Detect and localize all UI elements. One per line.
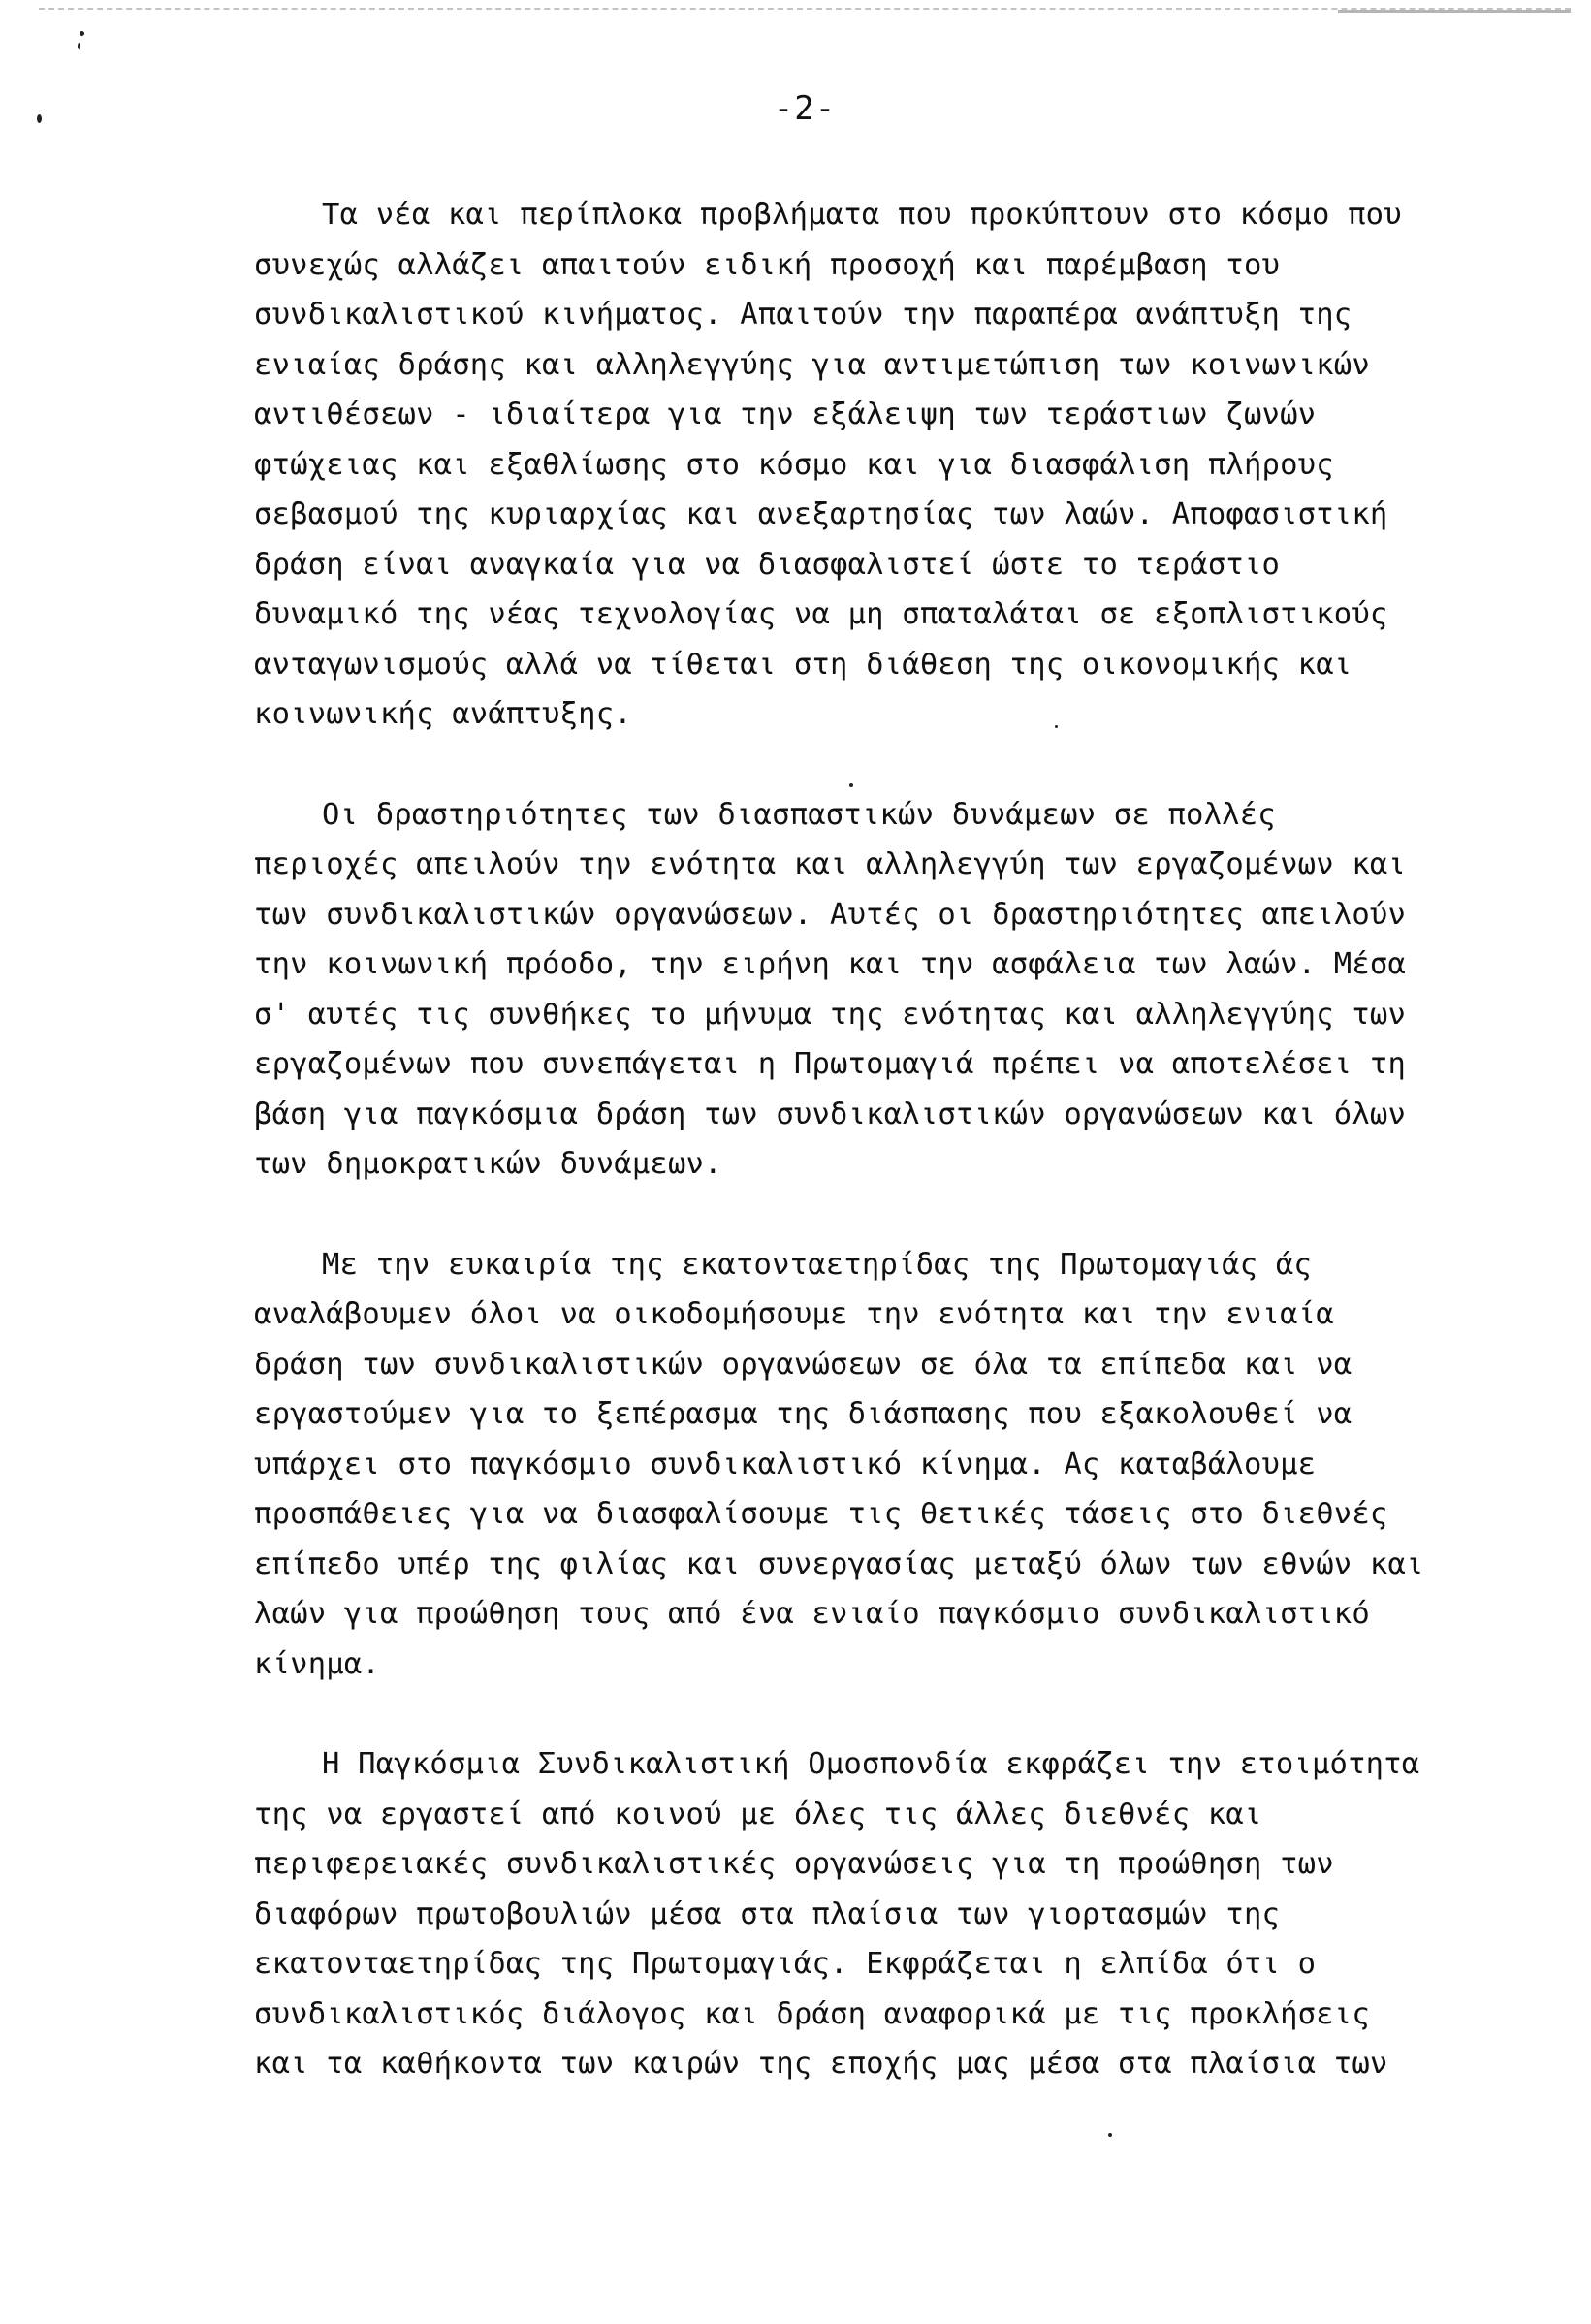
text-line: των συνδικαλιστικών οργανώσεων. Αυτές οι δραστηριότητες απειλούν (254, 897, 1407, 932)
text-line: συνδικαλιστικού κινήματος. Απαιτούν την παραπέρα ανάπτυξη της (254, 298, 1352, 332)
text-line: Οι δραστηριότητες των διασπαστικών δυνάμεων σε πολλές (322, 797, 1276, 832)
text-line: αντιθέσεων - ιδιαίτερα για την εξάλειψη των τεράστιων ζωνών (254, 398, 1317, 431)
text-line: εργαζομένων που συνεπάγεται η Πρωτομαγιά πρέπει να αποτελέσει τη (254, 1047, 1407, 1081)
text-line: Η Παγκόσμια Συνδικαλιστική Ομοσπονδία εκφράζει την ετοιμότητα (322, 1747, 1420, 1781)
text-line: ανταγωνισμούς αλλά να τίθεται στη διάθεση της οικονομικής και (254, 647, 1352, 682)
text-line: δράση είναι αναγκαία για να διασφαλιστεί ώστε το τεράστιο (254, 547, 1281, 582)
text-line: συνδικαλιστικός διάλογος και δράση αναφορικά με τις προκλήσεις (254, 1996, 1370, 2031)
text-line: κίνημα. (254, 1646, 380, 1681)
text-line: σεβασμού της κυριαρχίας και ανεξαρτησίας των λαών. Αποφασιστική (254, 497, 1388, 531)
text-line: βάση για παγκόσμια δράση των συνδικαλιστικών οργανώσεων και όλων (254, 1097, 1407, 1131)
text-line: ενιαίας δράσης και αλληλεγγύης για αντιμετώπιση των κοινωνικών (254, 347, 1370, 382)
text-line: περιφερειακές συνδικαλιστικές οργανώσεις για τη προώθηση των (254, 1847, 1334, 1881)
text-line: δυναμικό της νέας τεχνολογίας να μη σπαταλάται σε εξοπλιστικούς (254, 597, 1388, 631)
text-line: εκατονταετηρίδας της Πρωτομαγιάς. Εκφράζεται η ελπίδα ότι ο (254, 1947, 1317, 1981)
text-line: Τα νέα και περίπλοκα προβλήματα που προκύπτουν στο κόσμο που (322, 198, 1402, 232)
scan-speck (80, 31, 84, 36)
text-line: δράση των συνδικαλιστικών οργανώσεων σε όλα τα επίπεδα και να (254, 1347, 1352, 1382)
scan-edge-top-right (1338, 10, 1571, 13)
body-text (254, 190, 1424, 2140)
text-line: φτώχειας και εξαθλίωσης στο κόσμο και για διασφάλιση πλήρους (254, 447, 1334, 482)
paragraph-2 (254, 790, 1407, 1190)
paragraph-4 (254, 1739, 1420, 2089)
text-line: επίπεδο υπέρ της φιλίας και συνεργασίας μεταξύ όλων των εθνών και (254, 1546, 1424, 1581)
text-line: περιοχές απειλούν την ενότητα και αλληλεγγύη των εργαζομένων και (254, 847, 1407, 881)
text-line: εργαστούμεν για το ξεπέρασμα της διάσπασης που εξακολουθεί να (254, 1397, 1352, 1431)
text-line: σ' αυτές τις συνθήκες το μήνυμα της ενότητας και αλληλεγγύης των (254, 997, 1407, 1032)
page-number: -2- (773, 89, 837, 128)
text-line: κοινωνικής ανάπτυξης. (254, 697, 632, 731)
paragraph-3 (254, 1240, 1424, 1690)
text-line: συνεχώς αλλάζει απαιτούν ειδική προσοχή και παρέμβαση του (254, 247, 1281, 282)
text-line: των δημοκρατικών δυνάμεων. (254, 1147, 722, 1181)
text-line: την κοινωνική πρόοδο, την ειρήνη και την ασφάλεια των λαών. Μέσα (254, 947, 1407, 981)
text-line: διαφόρων πρωτοβουλιών μέσα στα πλαίσια των γιορτασμών της (254, 1896, 1281, 1931)
text-line: υπάρχει στο παγκόσμιο συνδικαλιστικό κίνημα. Ας καταβάλουμε (254, 1447, 1317, 1481)
text-line: Με την ευκαιρία της εκατονταετηρίδας της Πρωτομαγιάς άς (322, 1247, 1312, 1282)
text-line: της να εργαστεί από κοινού με όλες τις άλλες διεθνές και (254, 1797, 1262, 1831)
scan-speck (78, 43, 80, 49)
text-line: προσπάθειες για να διασφαλίσουμε τις θετικές τάσεις στο διεθνές (254, 1497, 1388, 1531)
text-line: και τα καθήκοντα των καιρών της εποχής μας μέσα στα πλαίσια των (254, 2047, 1388, 2081)
scan-speck (37, 114, 42, 123)
paragraph-1 (254, 190, 1402, 740)
text-line: αναλάβουμεν όλοι να οικοδομήσουμε την ενότητα και την ενιαία (254, 1297, 1334, 1331)
text-line: λαών για προώθηση τους από ένα ενιαίο παγκόσμιο συνδικαλιστικό (254, 1597, 1370, 1631)
